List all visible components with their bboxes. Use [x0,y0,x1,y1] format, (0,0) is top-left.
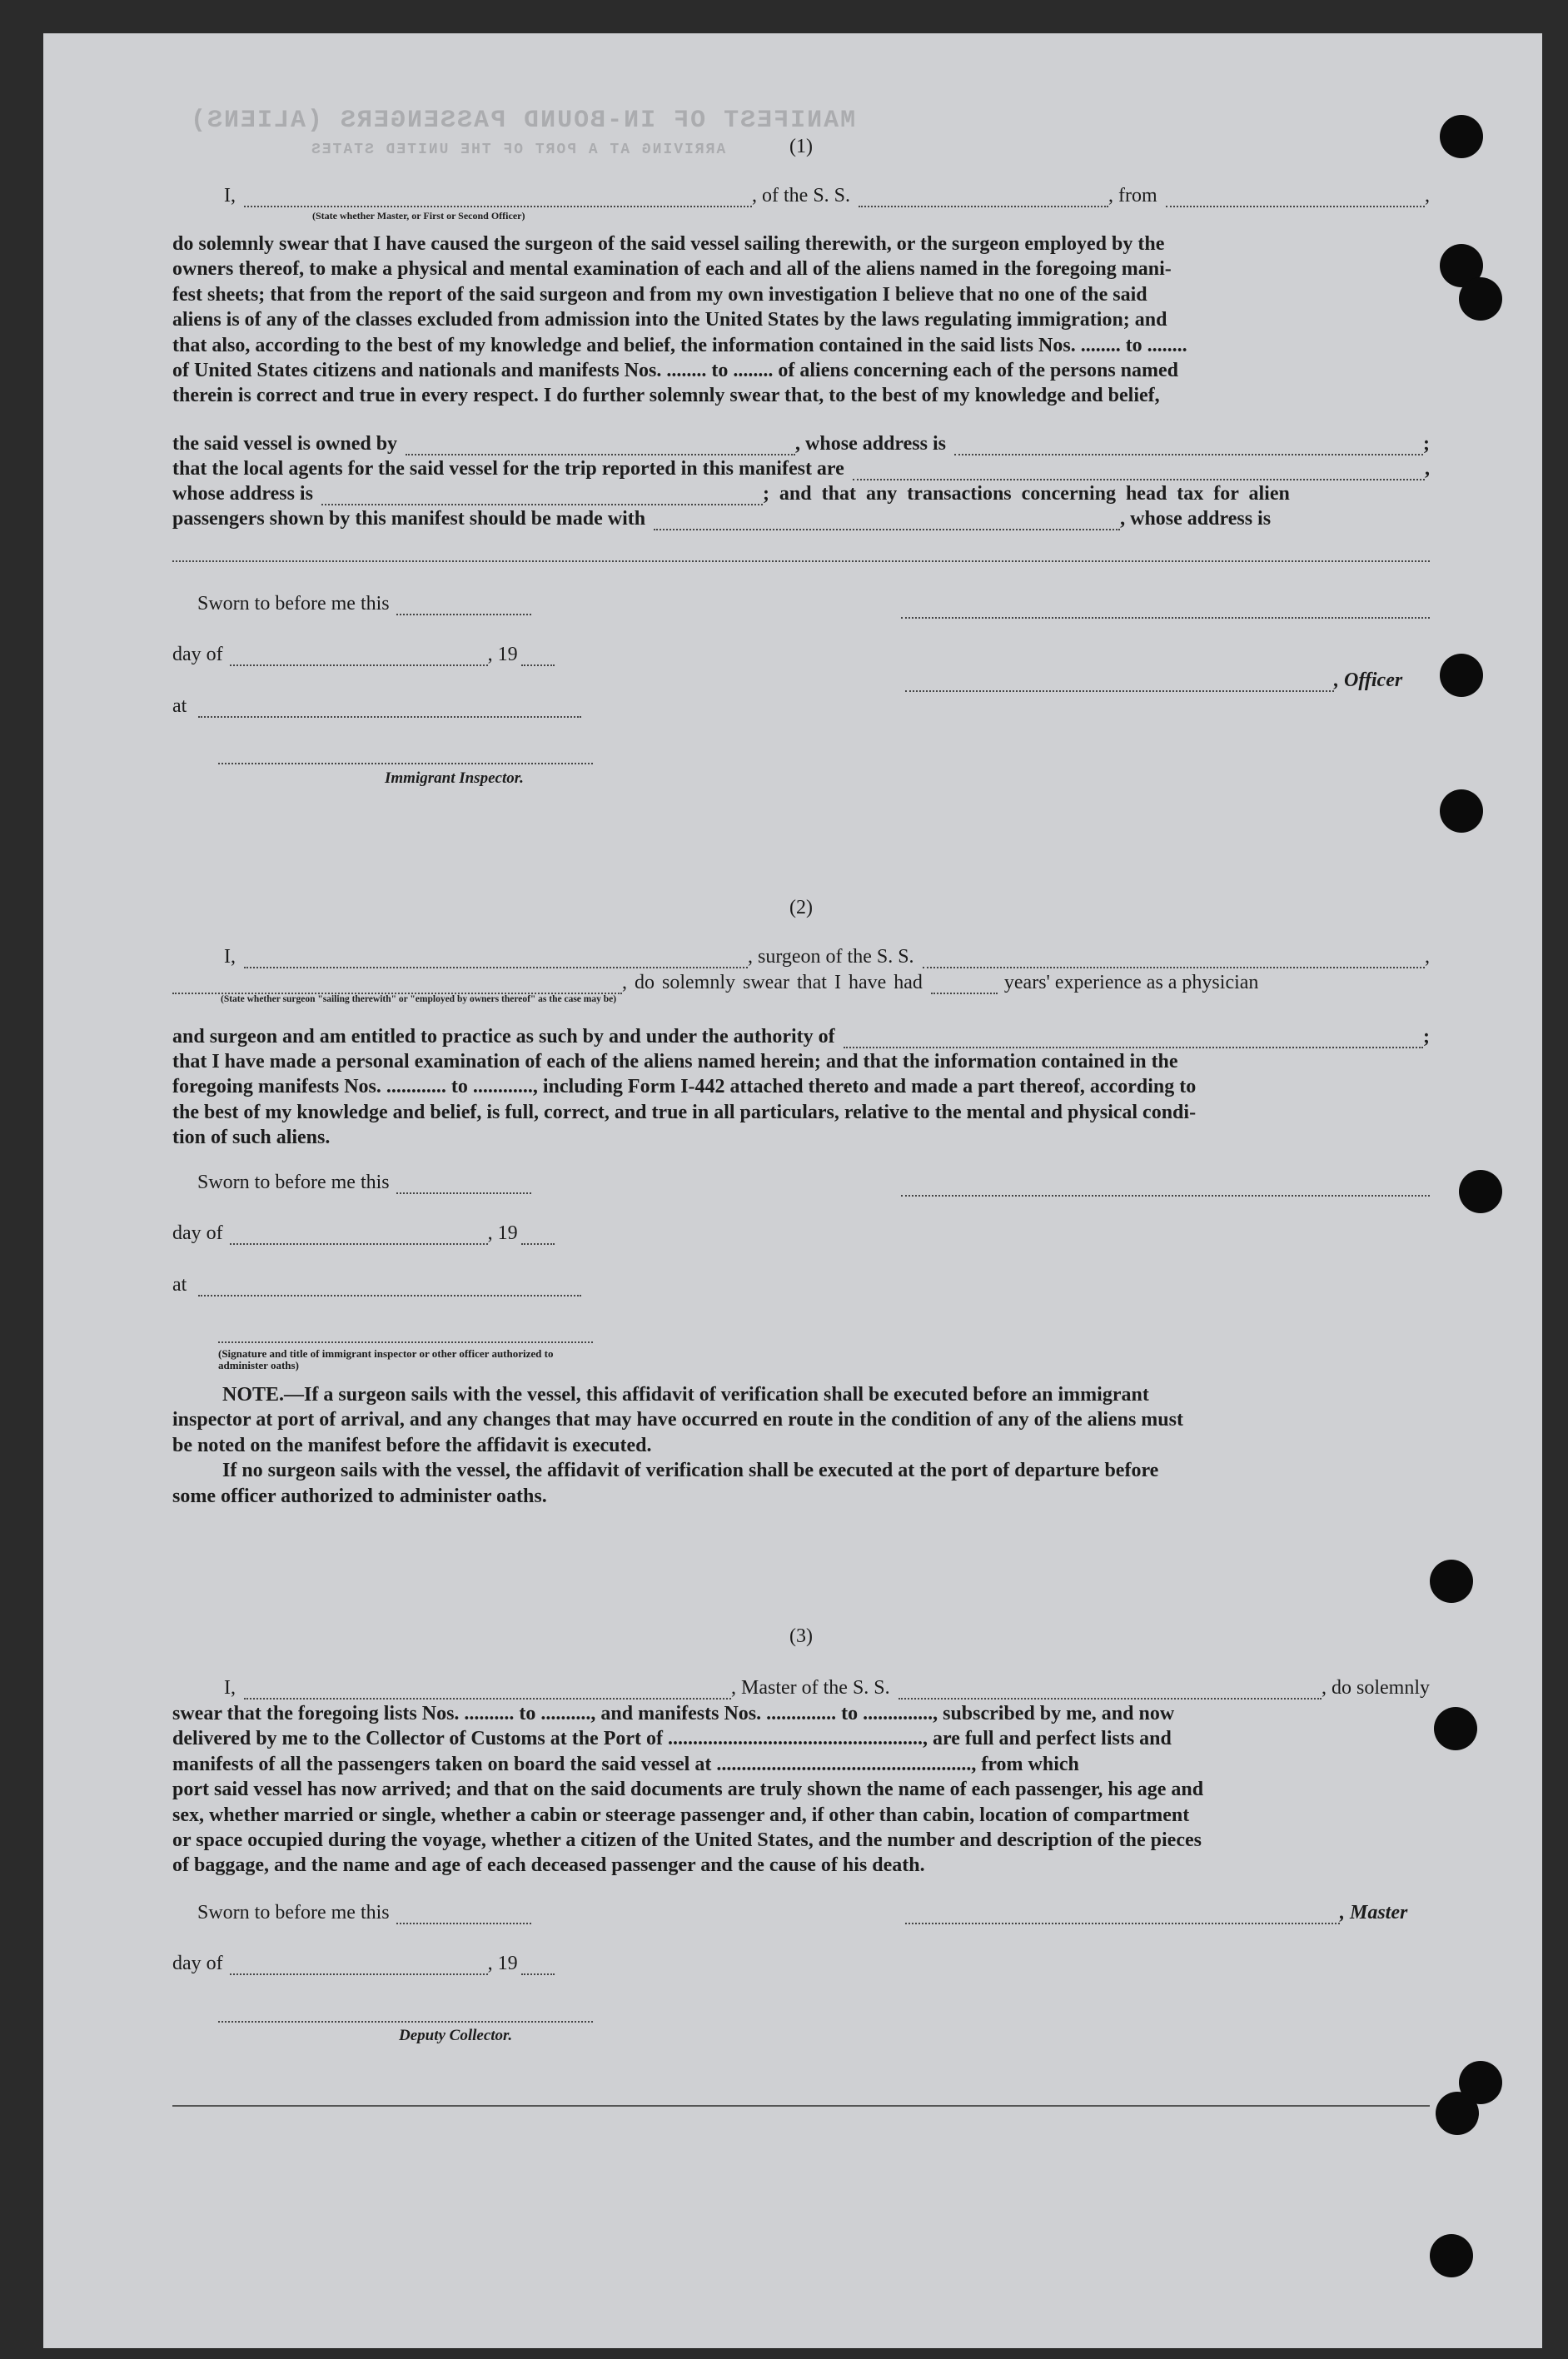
local-agents-line [172,458,1430,480]
surgeon-vessel-field[interactable] [923,966,1425,968]
label-day-of: day of [172,1953,223,1974]
para-line: swear that the foregoing lists Nos. .......... to .........., and manifests Nos. .............. to .............., subscribed by me, and now [172,1703,1175,1724]
para-line: sex, whether married or single, whether a cabin or steerage passenger and, if other than cabin, location of compartment [172,1804,1190,1826]
bleed-through-header: MANIFEST OF IN-BOUND PASSENGERS (ALIENS) [189,107,856,135]
at-line-2 [172,1274,722,1296]
bleed-through-subheader: ARRIVING AT A PORT OF THE UNITED STATES [310,142,726,158]
para-line: of United States citizens and nationals and manifests Nos. ........ to ........ of aliens concerning each of the persons named [172,360,1179,382]
punch-hole-4 [1440,654,1483,697]
punch-hole-1 [1440,115,1483,158]
deputy-signature-field[interactable] [218,2020,593,2023]
label-whose-address: , whose address is [795,433,946,455]
inspector-signature-field[interactable] [218,762,593,764]
label-and-surgeon: and surgeon and am entitled to practice as such by and under the authority of [172,1026,835,1048]
note-line: be noted on the manifest before the affidavit is executed. [172,1434,652,1456]
punch-hole-6 [1459,1170,1502,1213]
label-local-agents: that the local agents for the said vessel for the trip reported in this manifest are [172,458,844,480]
para-line: tion of such aliens. [172,1127,331,1149]
oath-officer-signature-field[interactable] [218,1341,593,1343]
local-agents-field[interactable] [853,478,1425,480]
note-line: NOTE.—If a surgeon sails with the vessel, this affidavit of verification shall be executed before an immigrant [222,1384,1149,1406]
punch-hole-10 [1436,2092,1479,2135]
label-of-ss: , of the S. S. [752,185,851,207]
comma: , [1425,185,1430,207]
para-line: aliens is of any of the classes excluded from admission into the United States by the laws regulating immigration; and [172,309,1167,331]
master-name-field[interactable] [244,1697,731,1700]
owner-field[interactable] [406,453,795,455]
surgeon-status-note: (State whether surgeon "sailing therewith" or "employed by owners thereof" as the case may be) [221,994,617,1004]
at-line-1 [172,695,722,718]
surgeon-signature-field[interactable] [901,1194,1430,1197]
surgeon-line [172,946,1430,968]
label-do-solemnly: , do solemnly swear that I have had [622,972,923,993]
signature-caption: (Signature and title of immigrant inspector or other officer authorized to administer oaths) [218,1347,554,1371]
master-signature-field[interactable] [905,1922,1340,1924]
punch-hole-5 [1440,789,1483,833]
vessel-name-field[interactable] [859,205,1108,207]
day-of-field[interactable] [230,664,488,666]
punch-hole-3 [1459,277,1502,321]
year-field[interactable] [521,1242,555,1245]
note-paragraph [172,1382,1430,1509]
semicolon: ; [1423,433,1430,455]
authority-field[interactable] [844,1046,1423,1048]
para-line: therein is correct and true in every respect. I do further solemnly swear that, to the best of my knowledge and belief, [172,385,1160,407]
officer-line [905,669,1430,692]
officer-rank-note: (State whether Master, or First or Second Officer) [312,210,525,221]
label-year: , 19 [487,644,518,665]
section-number: (3) [789,1625,813,1647]
label-from: , from [1108,185,1157,207]
agents-address-line [172,483,1430,505]
note-line: inspector at port of arrival, and any changes that may have occurred en route in the condition of any of the aliens must [172,1409,1183,1431]
bottom-rule [172,2105,1430,2107]
label-at: at [172,695,187,717]
year-field[interactable] [521,1973,555,1975]
section-number: (2) [789,897,813,918]
sworn-line-3 [197,1902,722,1924]
para-line: the best of my knowledge and belief, is full, correct, and true in all particulars, relative to the mental and physical condi- [172,1101,1197,1123]
surgeon-status-line [172,972,1430,994]
oath-paragraph-2 [172,1049,1430,1151]
agents-address-field[interactable] [321,503,763,505]
year-field[interactable] [521,664,555,666]
oath-paragraph-3 [172,1701,1430,1879]
day-of-field[interactable] [230,1973,488,1975]
at-place-field[interactable] [198,715,581,718]
punch-hole-8 [1434,1707,1477,1750]
sworn-date-field[interactable] [396,613,531,615]
para-line: owners thereof, to make a physical and mental examination of each and all of the aliens named in the foregoing mani- [172,258,1172,281]
day-of-line-2 [172,1222,722,1245]
authority-line [172,1026,1430,1048]
punch-hole-11 [1430,2234,1473,2277]
at-place-field[interactable] [198,1294,581,1296]
sworn-line-2 [197,1172,722,1194]
note-line: If no surgeon sails with the vessel, the affidavit of verification shall be executed at the port of departure before [222,1460,1159,1482]
comma: , [1425,946,1430,968]
day-of-line-1 [172,644,722,666]
officer-title-field[interactable] [905,689,1334,692]
para-line: that I have made a personal examination of each of the aliens named herein; and that the information contained in the [172,1051,1178,1072]
para-line: of baggage, and the name and age of each deceased passenger and the cause of his death. [172,1854,925,1877]
comma: , [1425,458,1430,480]
note-line: some officer authorized to administer oaths. [172,1485,547,1507]
para-line: do solemnly swear that I have caused the surgeon of the said vessel sailing therewith, or the surgeon employed by the [172,233,1165,255]
para-line: delivered by me to the Collector of Customs at the Port of ..................................................., are full and perfect lists and [172,1728,1172,1750]
label-day-of: day of [172,1222,223,1244]
para-line: that also, according to the best of my knowledge and belief, the information contained in the said lists Nos. ........ to ........ [172,334,1187,356]
label-master: , Master [1340,1902,1408,1924]
label-sworn: Sworn to before me this [197,1172,390,1193]
label-whose-address-is: whose address is [172,483,313,505]
label-head-tax: ; and that any transactions concerning head tax for alien [762,483,1290,505]
label-sworn: Sworn to before me this [197,1902,390,1924]
deputy-caption: Deputy Collector. [399,2027,513,2044]
years-field[interactable] [931,992,998,994]
sworn-date-field[interactable] [396,1192,531,1194]
label-sworn: Sworn to before me this [197,593,390,615]
label-i: I, [224,185,236,207]
label-year: , 19 [487,1222,518,1244]
master-line [172,185,1430,207]
sworn-line-1 [197,593,722,615]
master-vessel-field[interactable] [898,1697,1322,1700]
owned-by-line [172,433,1430,455]
label-surgeon-of: , surgeon of the S. S. [748,946,914,968]
address-continuation-field[interactable] [172,560,1430,562]
passengers-line [172,508,1430,530]
label-i: I, [224,1677,236,1699]
para-line: or space occupied during the voyage, whether a citizen of the United States, and the number and description of the pieces [172,1829,1202,1852]
oath-paragraph-1 [172,231,1430,409]
owner-address-field[interactable] [954,453,1423,455]
punch-hole-7 [1430,1560,1473,1603]
section-number: (1) [789,136,813,157]
master-signature-line [905,1902,1430,1924]
label-officer: , Officer [1334,669,1403,691]
semicolon: ; [1423,1026,1430,1048]
master-name-field[interactable] [244,205,752,207]
para-line: fest sheets; that from the report of the said surgeon and from my own investigation I believe that no one of the said [172,283,1147,306]
para-line: manifests of all the passengers taken on board the said vessel at ..................................................., from which [172,1753,1079,1775]
master-line-3 [172,1677,1430,1700]
label-whose-address-end: , whose address is [1120,508,1272,530]
day-of-line-3 [172,1953,722,1975]
label-owned-by: the said vessel is owned by [172,433,398,455]
day-of-field[interactable] [230,1242,488,1245]
para-line: port said vessel has now arrived; and that on the said documents are truly shown the name of each passenger, his age and [172,1779,1204,1801]
label-do-solemnly: , do solemnly [1322,1677,1430,1699]
para-line: foregoing manifests Nos. ............ to ............, including Form I-442 attached thereto and made a part thereof, according to [172,1076,1197,1098]
inspector-caption: Immigrant Inspector. [385,769,524,787]
label-at: at [172,1274,187,1296]
officer-signature-field[interactable] [901,616,1430,619]
label-master-of: , Master of the S. S. [731,1677,890,1699]
label-years: years' experience as a physician [1003,972,1259,993]
label-day-of: day of [172,644,223,665]
label-year: , 19 [487,1953,518,1974]
surgeon-name-field[interactable] [244,966,748,968]
label-passengers: passengers shown by this manifest should be made with [172,508,646,530]
sworn-date-field[interactable] [396,1922,531,1924]
from-port-field[interactable] [1166,205,1425,207]
head-tax-party-field[interactable] [654,528,1120,530]
label-i: I, [224,946,236,968]
document-page [43,33,1542,2348]
